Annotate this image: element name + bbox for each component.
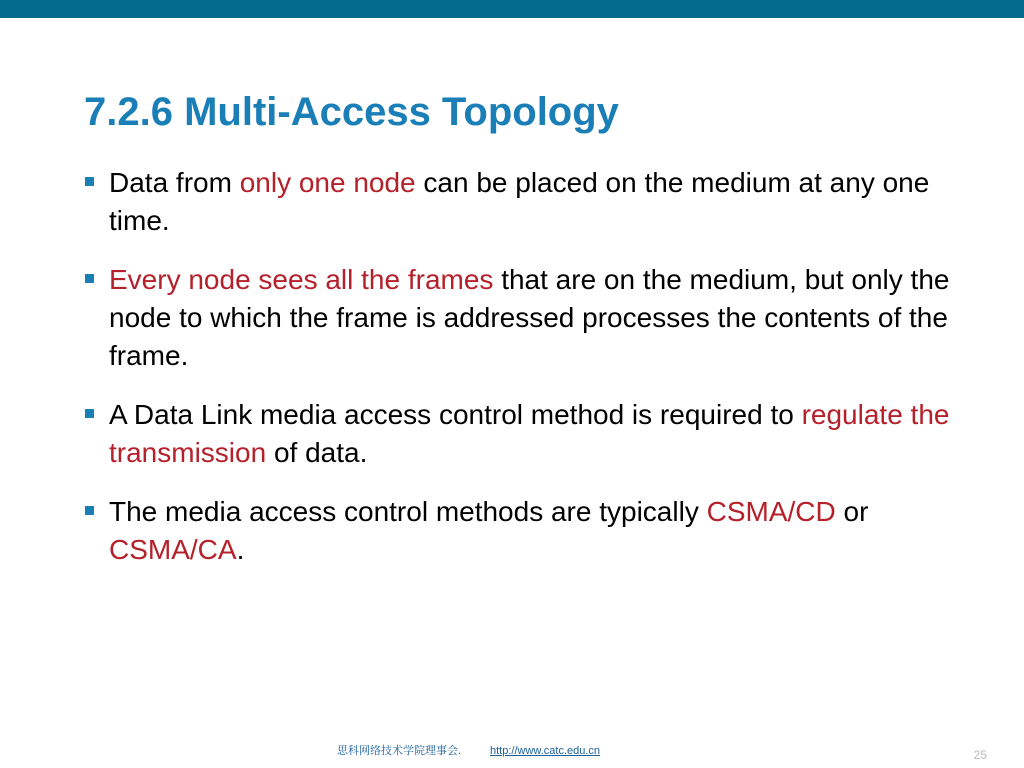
bullet-text: can be placed on the medium at any one time. — [109, 167, 930, 236]
bullet-item — [84, 261, 964, 375]
bullet-text: that are on the medium, but only the node to which the frame is addressed processes the contents of the frame. — [109, 264, 950, 371]
footer-website-link[interactable]: http://www.catc.edu.cn — [490, 745, 601, 757]
highlight-text: Every node sees all the frames — [109, 264, 494, 295]
top-banner-bar — [0, 0, 1024, 18]
bullet-text: The media access control methods are typically — [109, 496, 707, 527]
square-bullet-icon — [85, 409, 94, 418]
bullet-text: or — [835, 496, 869, 527]
bullet-text: A Data Link media access control method is required to — [109, 399, 802, 430]
highlight-text: only one node — [239, 167, 416, 198]
square-bullet-icon — [85, 506, 94, 515]
bullet-text: of data. — [266, 437, 368, 468]
slide-title: 7.2.6 Multi-Access Topology — [84, 90, 619, 134]
highlight-text: CSMA/CA — [109, 534, 237, 565]
highlight-text: regulate the transmission — [109, 399, 950, 468]
page-number: 25 — [973, 748, 987, 762]
square-bullet-icon — [85, 177, 94, 186]
square-bullet-icon — [85, 274, 94, 283]
bullet-text: Data from — [109, 167, 240, 198]
footer-organization: 思科网络技术学院理事会. — [337, 745, 462, 757]
bullet-item — [84, 493, 964, 569]
bullet-text: . — [236, 534, 245, 565]
bullet-item — [84, 164, 964, 240]
bullet-item — [84, 396, 964, 472]
bullet-list — [84, 164, 964, 590]
highlight-text: CSMA/CD — [706, 496, 836, 527]
